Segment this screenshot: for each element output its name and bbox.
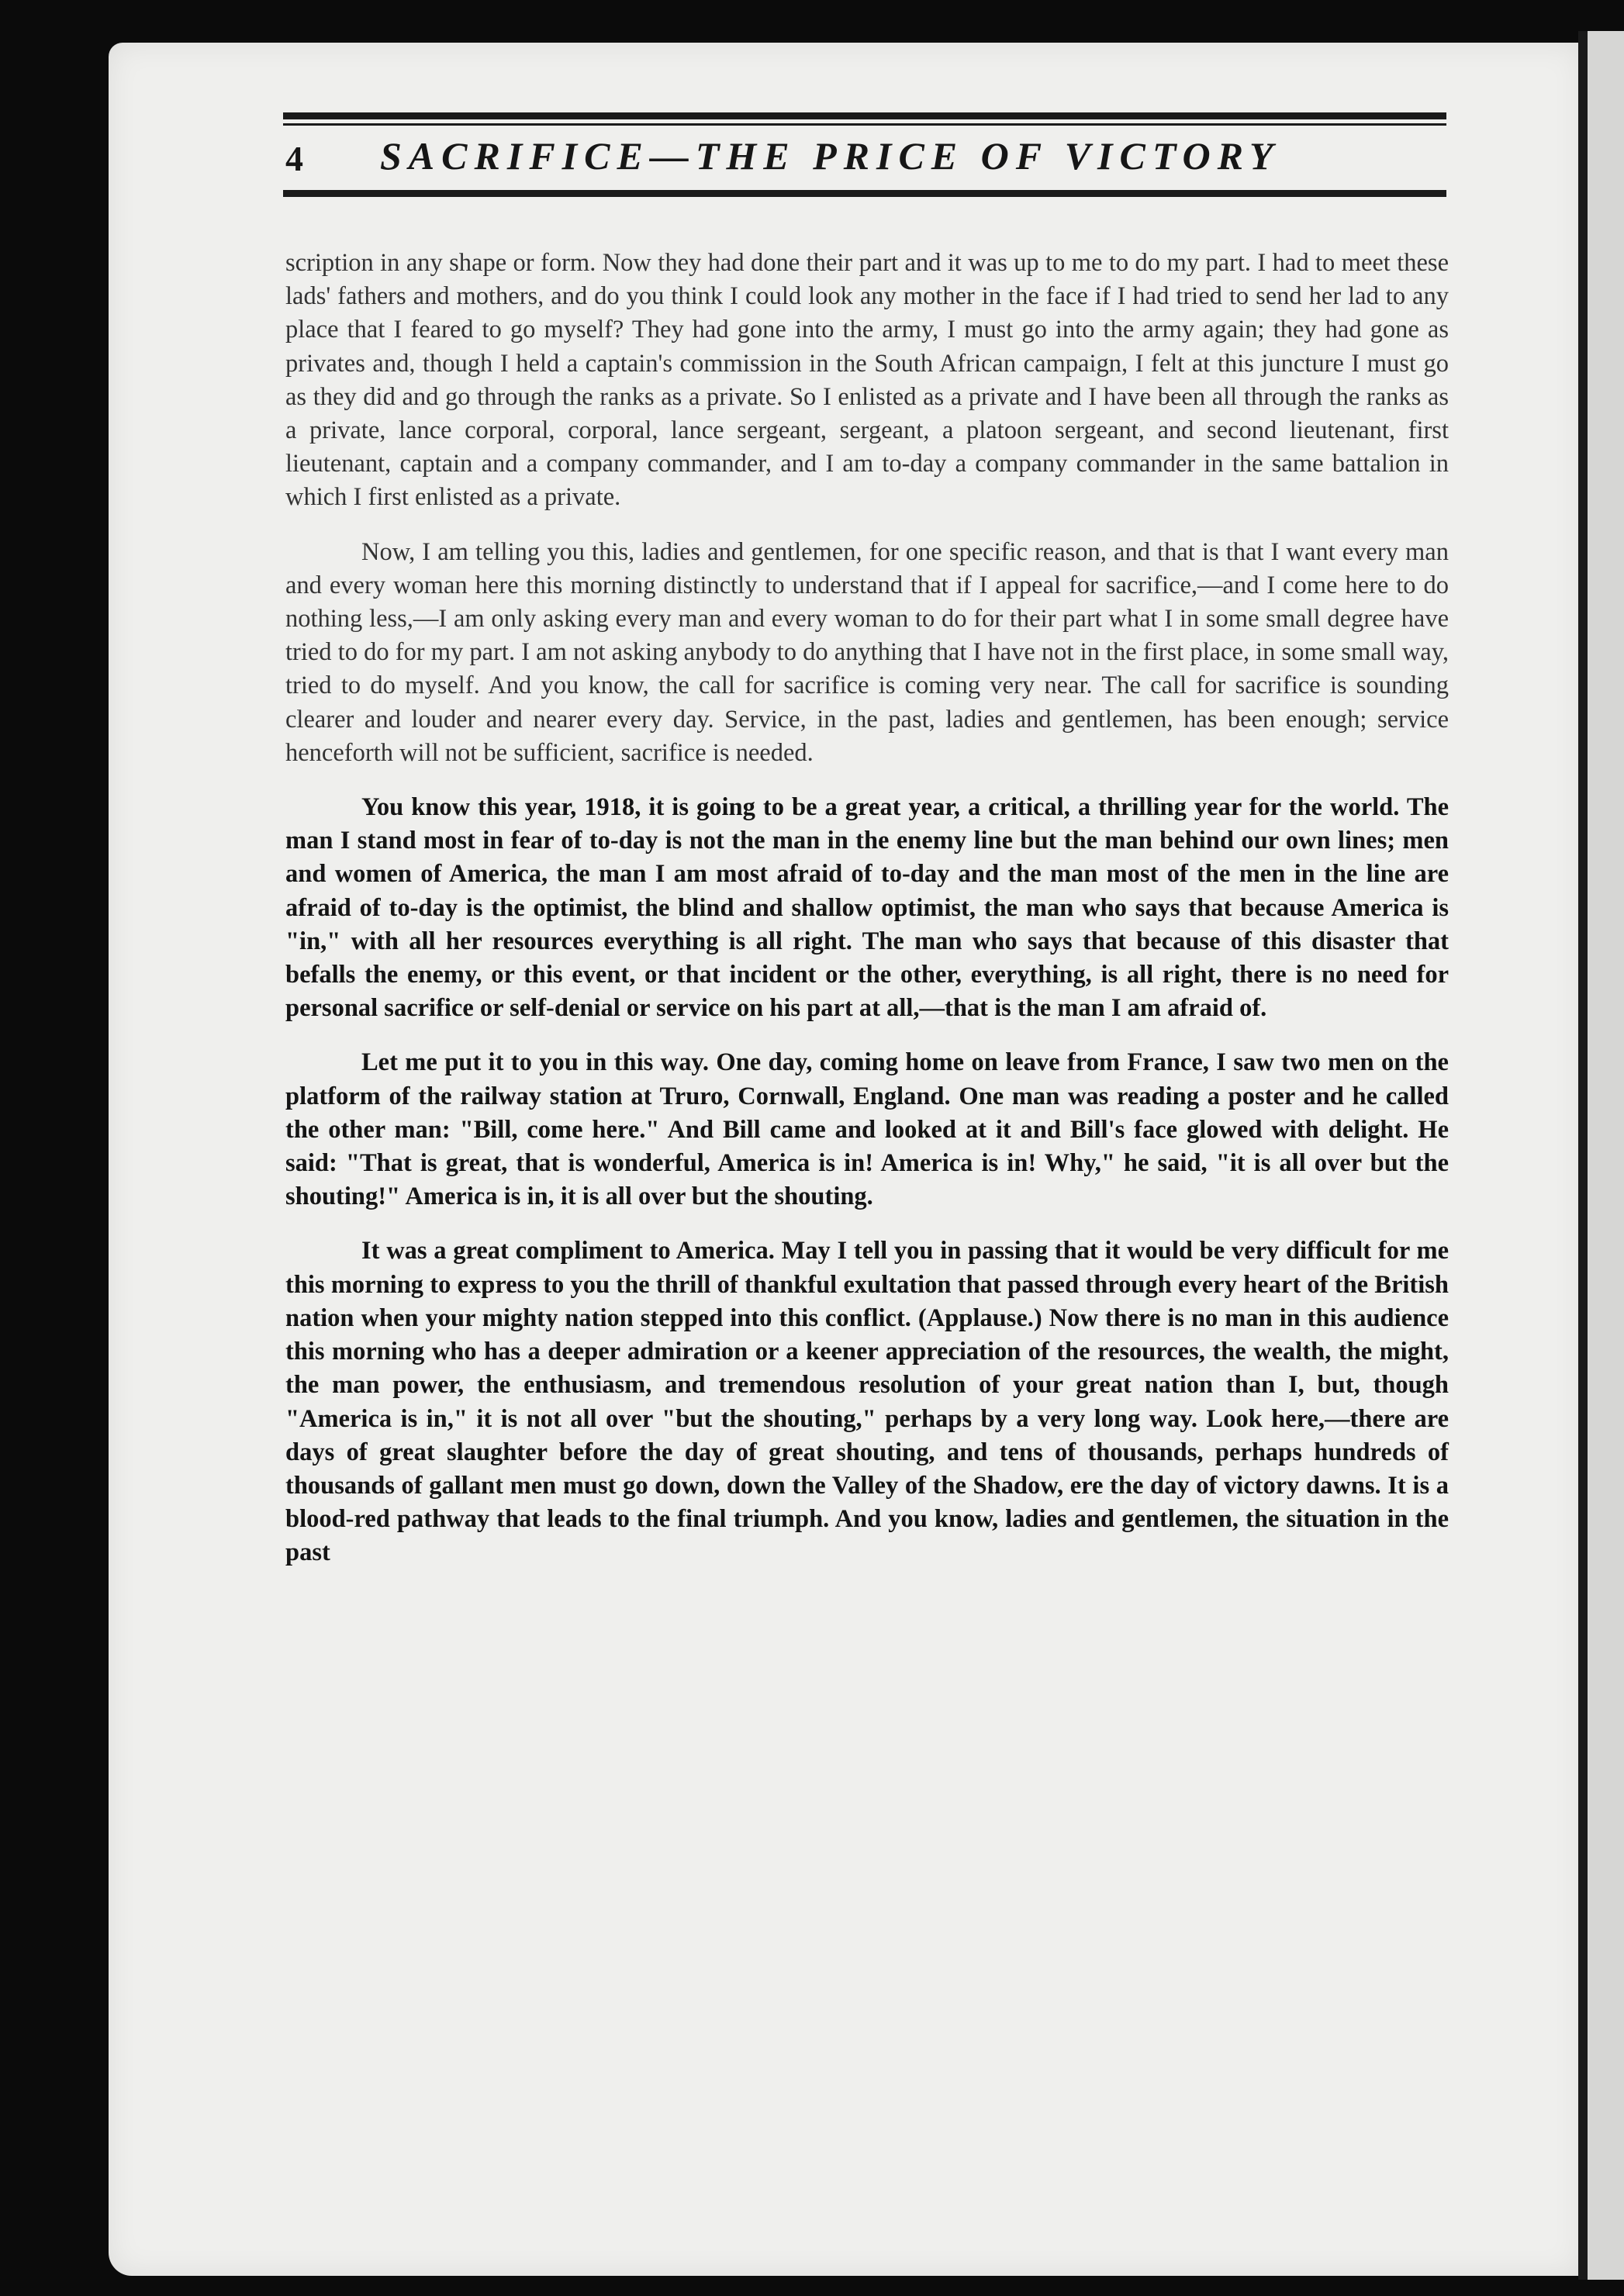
header-rule-top: [283, 112, 1446, 119]
header-rule-bottom: [283, 190, 1446, 197]
paragraph-5: It was a great compliment to America. May I tell you in passing that it would be very difficult for me this morning to express to you the thrill of thankful exultation that passed through every heart of the British nation when your mighty nation stepped into this conflict. (Applause.) Now there is no man in this audience this morning who has a deeper admiration or a keener appreciation of the resources, the wealth, the might, the man power, the enthusiasm, and tremendous resolution of your great nation than I, but, though "America is in," it is not all over "but the shouting," perhaps by a very long way. Look here,—there are days of great slaughter before the day of great shouting, and tens of thousands, perhaps hundreds of thousands of gallant men must go down, down the Valley of the Shadow, ere the day of victory dawns. It is a blood-red pathway that leads to the final triumph. And you know, ladies and gentlemen, the situation in the past: [285, 1237, 1449, 1567]
body-text: [285, 247, 1449, 1591]
paragraph-1: scription in any shape or form. Now they had done their part and it was up to me to do my part. I had to meet these lads' fathers and mothers, and do you think I could look any mother in the face if I had tried to send her lad to any place that I feared to go myself? They had gone into the army, I must go into the army again; they had gone as privates and, though I held a captain's commission in the South African campaign, I felt at this juncture I must go as they did and go through the ranks as a private. So I enlisted as a private and I have been all through the ranks as a private, lance corporal, corporal, lance sergeant, sergeant, a platoon sergeant, and second lieutenant, first lieutenant, captain and a company commander, and I am to-day a company commander in the same battalion in which I first enlisted as a private.: [285, 249, 1449, 512]
header-rule-top-thin: [283, 123, 1446, 126]
adjacent-page-strip: [1588, 31, 1624, 2280]
paragraph-2: Now, I am telling you this, ladies and gentlemen, for one specific reason, and that is that I want every man and every woman here this morning distinctly to understand that if I appeal for sacrifice,—and I come here to do nothing less,—I am only asking every man and every woman to do for their part what I in some small degree have tried to do for my part. I am not asking anybody to do anything that I have not in the first place, in some small way, tried to do myself. And you know, the call for sacrifice is coming very near. The call for sacrifice is sounding clearer and louder and nearer every day. Service, in the past, ladies and gentlemen, has been enough; service henceforth will not be sufficient, sacrifice is needed.: [285, 537, 1449, 767]
paragraph-4: Let me put it to you in this way. One day, coming home on leave from France, I saw two men on the platform of the railway station at Truro, Cornwall, England. One man was reading a poster and he called the other man: "Bill, come here." And Bill came and looked at it and Bill's face glowed with delight. He said: "That is great, that is wonderful, America is in! America is in! Why," he said, "it is all over but the shouting!" America is in, it is all over but the shouting.: [285, 1048, 1449, 1211]
page-edge-shadow: [1578, 31, 1588, 2280]
page-number: 4: [285, 139, 303, 178]
paragraph-3: You know this year, 1918, it is going to be a great year, a critical, a thrilling year for the world. The man I stand most in fear of to-day is not the man in the enemy line but the man behind our own lines; men and women of America, the man I am most afraid of to-day and the man most of the men in the line are afraid of to-day is the optimist, the blind and shallow optimist, the man who says that because America is "in," with all her resources everything is all right. The man who says that because of this disaster that befalls the enemy, or this event, or that incident or the other, everything, is all right, there is no need for personal sacrifice or self-denial or service on his part at all,—that is the man I am afraid of.: [285, 793, 1449, 1023]
running-title: SACRIFICE—THE PRICE OF VICTORY: [380, 134, 1280, 178]
